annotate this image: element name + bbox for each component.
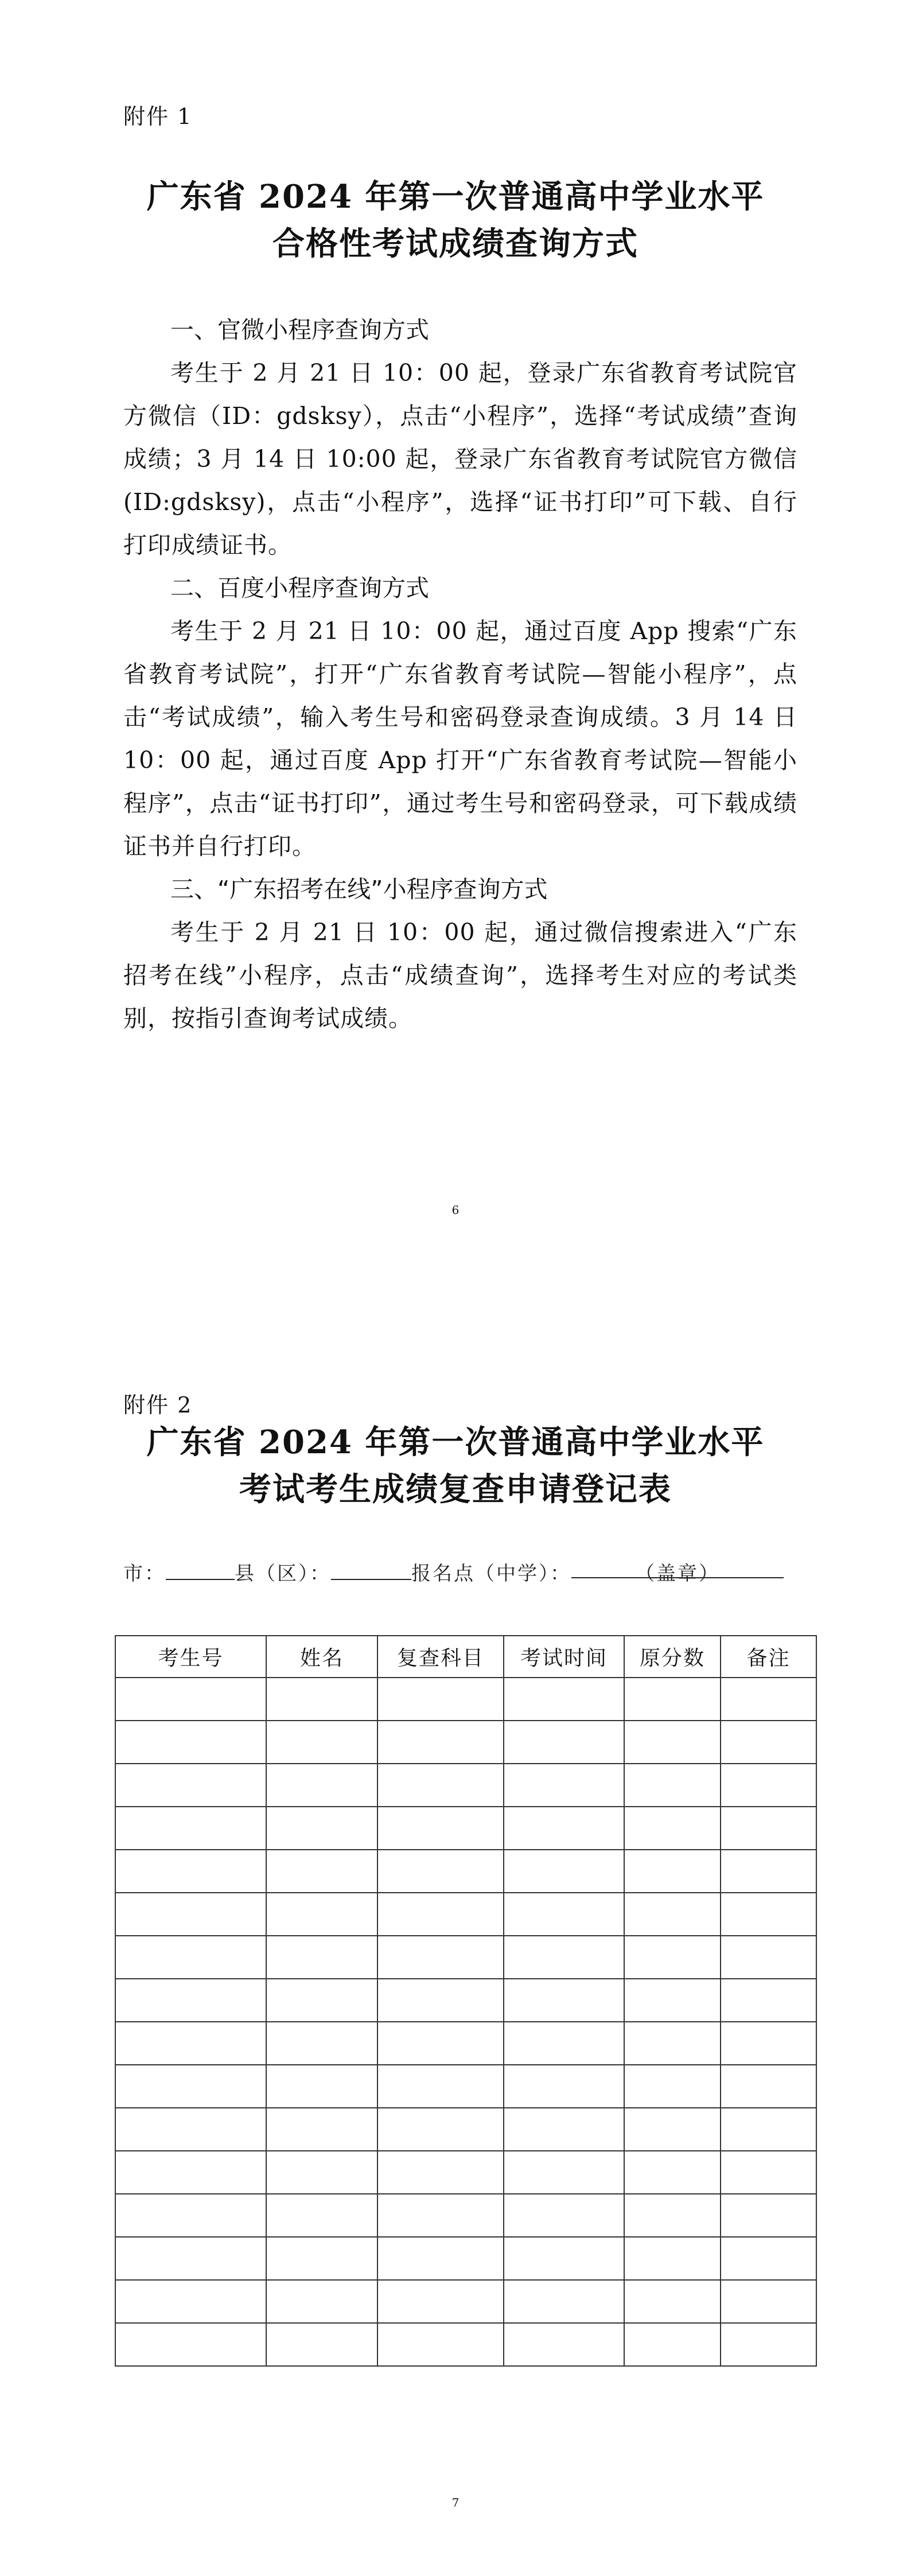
table-cell[interactable]: [377, 1893, 504, 1936]
table-cell[interactable]: [504, 1850, 624, 1893]
form-header-line: [123, 1558, 800, 1586]
table-cell[interactable]: [377, 2022, 504, 2065]
table-cell[interactable]: [504, 1678, 624, 1721]
table-cell[interactable]: [266, 1764, 377, 1807]
table-cell[interactable]: [721, 1678, 816, 1721]
table-row: [115, 2323, 816, 2366]
table-cell[interactable]: [624, 1764, 721, 1807]
table-cell[interactable]: [115, 1721, 266, 1764]
table-cell[interactable]: [266, 1721, 377, 1764]
page-number: 7: [451, 2496, 460, 2509]
table-cell[interactable]: [504, 2237, 624, 2280]
registration-table: [115, 1635, 817, 2367]
table-cell[interactable]: [504, 1936, 624, 1979]
table-cell[interactable]: [624, 2194, 721, 2237]
table-cell[interactable]: [377, 1678, 504, 1721]
table-cell[interactable]: [721, 2065, 816, 2108]
table-cell[interactable]: [377, 2237, 504, 2280]
table-row: [115, 2280, 816, 2323]
table-cell[interactable]: [624, 2108, 721, 2151]
table-cell[interactable]: [721, 2323, 816, 2366]
table-cell[interactable]: [504, 2280, 624, 2323]
table-cell[interactable]: [377, 2280, 504, 2323]
header-cell-name: 姓名: [266, 1636, 377, 1678]
table-row: [115, 2065, 816, 2108]
table-cell[interactable]: [504, 2022, 624, 2065]
table-cell[interactable]: [377, 2151, 504, 2194]
table-cell[interactable]: [266, 2237, 377, 2280]
table-cell[interactable]: [721, 1850, 816, 1893]
table-cell[interactable]: [266, 1850, 377, 1893]
table-cell[interactable]: [504, 1721, 624, 1764]
table-row: [115, 1979, 816, 2022]
table-row: [115, 2151, 816, 2194]
table-cell[interactable]: [721, 1893, 816, 1936]
table-cell[interactable]: [624, 2323, 721, 2366]
table-cell[interactable]: [266, 2194, 377, 2237]
table-cell[interactable]: [624, 2280, 721, 2323]
site-label: 报名点（中学）：: [411, 1562, 571, 1585]
table-cell[interactable]: [624, 1979, 721, 2022]
table-cell[interactable]: [721, 1979, 816, 2022]
table-body: [115, 1678, 816, 2366]
section-paragraph-1: 考生于 2 月 21 日 10：00 起，登录广东省教育考试院官方微信（ID：gdsksy），点击“小程序”，选择“考试成绩”查询成绩；3 月 14 日 10:00 起，登录广东省教育考试院官方微信(ID:gdsksy)，点击“小程序”，选择“证书打印”可下载、自行打印成绩证书。: [123, 359, 797, 559]
table-cell[interactable]: [115, 2065, 266, 2108]
table-cell[interactable]: [504, 1893, 624, 1936]
table-cell[interactable]: [266, 2280, 377, 2323]
table-cell[interactable]: [377, 2323, 504, 2366]
header-cell-remarks: 备注: [721, 1636, 816, 1678]
table-cell[interactable]: [115, 2022, 266, 2065]
section-paragraph-2: 考生于 2 月 21 日 10：00 起，通过百度 App 搜索“广东省教育考试院”，打开“广东省教育考试院—智能小程序”，点击“考试成绩”，输入考生号和密码登录查询成绩。3 月 14 日 10：00 起，通过百度 App 打开“广东省教育考试院—智能小程序”，点击“证书打印”，通过考生号和密码登录，可下载成绩证书并自行打印。: [123, 617, 797, 860]
table-cell[interactable]: [115, 2194, 266, 2237]
attachment-label: 附件 2: [123, 1392, 193, 1418]
table-cell[interactable]: [624, 1721, 721, 1764]
table-cell[interactable]: [624, 2065, 721, 2108]
table-row: [115, 1850, 816, 1893]
table-cell[interactable]: [115, 2237, 266, 2280]
table-cell[interactable]: [377, 2065, 504, 2108]
table-cell[interactable]: [624, 2237, 721, 2280]
table-cell[interactable]: [266, 1807, 377, 1850]
table-cell[interactable]: [721, 2280, 816, 2323]
table-cell[interactable]: [377, 1936, 504, 1979]
site-blank[interactable]: [571, 1558, 784, 1585]
table-row: [115, 2194, 816, 2237]
table-cell[interactable]: [115, 1678, 266, 1721]
table-cell[interactable]: [721, 2108, 816, 2151]
table-row: [115, 1807, 816, 1850]
table-cell[interactable]: [624, 1893, 721, 1936]
table-cell[interactable]: [377, 1764, 504, 1807]
table-cell[interactable]: [721, 2022, 816, 2065]
table-cell[interactable]: [504, 2065, 624, 2108]
table-cell[interactable]: [721, 2194, 816, 2237]
table-row: [115, 2237, 816, 2280]
table-cell[interactable]: [624, 2022, 721, 2065]
table-cell[interactable]: [721, 1936, 816, 1979]
table-cell[interactable]: [504, 2151, 624, 2194]
table-cell[interactable]: [504, 2108, 624, 2151]
document-body: [123, 309, 797, 1040]
table-cell[interactable]: [377, 1807, 504, 1850]
table-cell[interactable]: [721, 1807, 816, 1850]
table-cell[interactable]: [115, 2280, 266, 2323]
table-cell[interactable]: [266, 1893, 377, 1936]
title-line-2: 考试考生成绩复查申请登记表: [239, 1470, 672, 1508]
attachment-label: 附件 1: [123, 104, 193, 129]
title-line-1: 广东省 2024 年第一次普通高中学业水平: [146, 1423, 765, 1461]
table-cell[interactable]: [266, 1936, 377, 1979]
table-cell[interactable]: [266, 2323, 377, 2366]
table-cell[interactable]: [624, 2151, 721, 2194]
table-cell[interactable]: [504, 1979, 624, 2022]
header-cell-exam-time: 考试时间: [504, 1636, 624, 1678]
table-cell[interactable]: [377, 1850, 504, 1893]
table-cell[interactable]: [266, 1678, 377, 1721]
city-blank[interactable]: [166, 1559, 235, 1580]
page-2: [0, 1288, 911, 2576]
table-cell[interactable]: [721, 2151, 816, 2194]
table-cell[interactable]: [115, 2323, 266, 2366]
table-cell[interactable]: [624, 1850, 721, 1893]
table-row: [115, 1936, 816, 1979]
table-cell[interactable]: [115, 1764, 266, 1807]
page-number: 6: [451, 1203, 460, 1217]
table-cell[interactable]: [115, 1850, 266, 1893]
table-cell[interactable]: [624, 1807, 721, 1850]
county-label: 县（区）：: [235, 1562, 331, 1585]
table-cell[interactable]: [115, 1807, 266, 1850]
title-line-1: 广东省 2024 年第一次普通高中学业水平: [146, 178, 765, 216]
table-row: [115, 2108, 816, 2151]
table-cell[interactable]: [377, 1721, 504, 1764]
table-cell[interactable]: [377, 1979, 504, 2022]
table-cell[interactable]: [504, 2194, 624, 2237]
table-cell[interactable]: [504, 1764, 624, 1807]
section-heading-1: 一、官微小程序查询方式: [170, 316, 429, 344]
header-cell-student-id: 考生号: [115, 1636, 266, 1678]
table-cell[interactable]: [377, 2194, 504, 2237]
table-cell[interactable]: [377, 2108, 504, 2151]
table-cell[interactable]: [115, 2151, 266, 2194]
title-line-2: 合格性考试成绩查询方式: [272, 225, 639, 263]
table-cell[interactable]: [115, 1979, 266, 2022]
document-title: [0, 173, 911, 267]
table-cell[interactable]: [115, 1936, 266, 1979]
table-cell[interactable]: [266, 1979, 377, 2022]
table-cell[interactable]: [115, 1893, 266, 1936]
table-row: [115, 2022, 816, 2065]
table-cell[interactable]: [266, 2065, 377, 2108]
table-row: [115, 1678, 816, 1721]
header-cell-original-score: 原分数: [624, 1636, 721, 1678]
table-cell[interactable]: [624, 1678, 721, 1721]
table-cell[interactable]: [624, 1936, 721, 1979]
table-cell[interactable]: [266, 2022, 377, 2065]
table-row: [115, 1893, 816, 1936]
section-heading-3: 三、“广东招考在线”小程序查询方式: [170, 875, 548, 903]
section-paragraph-3: 考生于 2 月 21 日 10：00 起，通过微信搜索进入“广东招考在线”小程序，点击“成绩查询”，选择考生对应的考试类别，按指引查询考试成绩。: [123, 919, 797, 1032]
table-row: [115, 1764, 816, 1807]
county-blank[interactable]: [331, 1559, 411, 1580]
table-cell[interactable]: [721, 2237, 816, 2280]
section-heading-2: 二、百度小程序查询方式: [170, 574, 429, 602]
form-title: [0, 1419, 911, 1513]
table-cell[interactable]: [266, 2108, 377, 2151]
header-cell-subject: 复查科目: [377, 1636, 504, 1678]
table-row: [115, 1721, 816, 1764]
table-header-row: [115, 1636, 816, 1678]
seal-text: （盖章）: [635, 1562, 720, 1585]
table-cell[interactable]: [115, 2108, 266, 2151]
table-cell[interactable]: [266, 2151, 377, 2194]
table-cell[interactable]: [504, 1807, 624, 1850]
table-cell[interactable]: [504, 2323, 624, 2366]
table-cell[interactable]: [721, 1721, 816, 1764]
city-label: 市：: [123, 1562, 166, 1585]
table-cell[interactable]: [721, 1764, 816, 1807]
